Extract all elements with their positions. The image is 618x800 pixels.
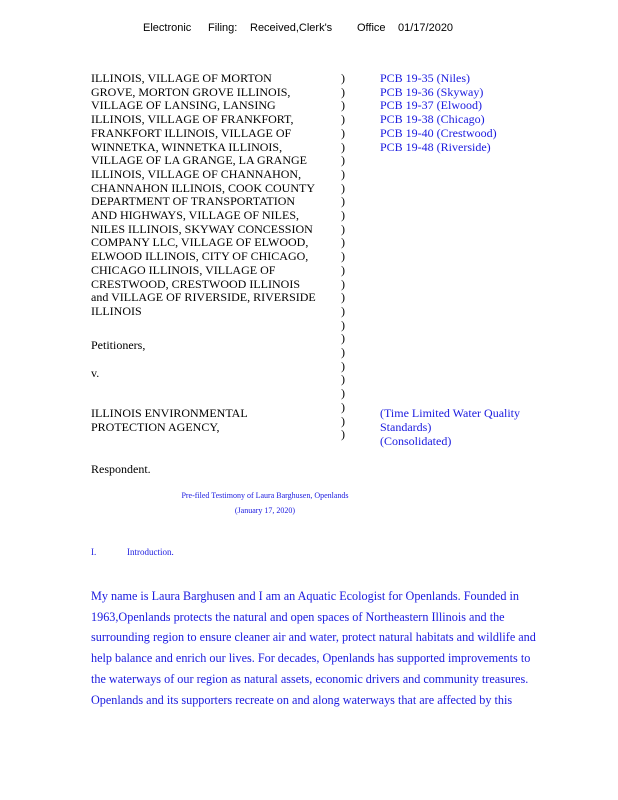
caption-line: VILLAGE OF LANSING, LANSING	[91, 98, 276, 113]
caption-line: CRESTWOOD, CRESTWOOD ILLINOIS	[91, 276, 300, 291]
divider-paren: )	[341, 399, 345, 414]
case-number: PCB 19-35 (Niles)	[380, 71, 470, 85]
paragraph-line: surrounding region to ensure cleaner air and water, protect natural habitats and wildlife and	[91, 630, 536, 645]
case-number: PCB 19-37 (Elwood)	[380, 98, 482, 113]
divider-paren: )	[341, 372, 345, 387]
divider-paren: )	[341, 290, 345, 305]
paragraph-line: 1963,Openlands protects the natural and open spaces of Northeastern Illinois and the	[91, 609, 505, 624]
testimony-date: (January 17, 2020)	[234, 506, 296, 515]
standards-line: (Time Limited Water Quality	[380, 406, 521, 420]
caption-line: WINNETKA, WINNETKA ILLINOIS,	[91, 139, 283, 154]
caption-divider	[341, 72, 345, 442]
divider-paren: )	[341, 235, 345, 250]
divider-paren: )	[341, 262, 345, 277]
respondent-line: ILLINOIS ENVIRONMENTAL	[91, 406, 248, 420]
header-received: Received,Clerk's	[250, 22, 333, 34]
divider-paren: )	[341, 303, 345, 318]
divider-paren: )	[341, 413, 345, 428]
paragraph-line: the waterways of our region as natural assets, economic drivers and community treasures.	[91, 671, 529, 686]
testimony-title: Pre-filed Testimony of Laura Barghusen, Openlands	[181, 491, 349, 500]
divider-paren: )	[341, 331, 345, 346]
case-number: PCB 19-38 (Chicago)	[380, 112, 485, 127]
case-number: PCB 19-40 (Crestwood)	[380, 125, 497, 140]
case-number: PCB 19-36 (Skyway)	[380, 84, 484, 99]
divider-paren: )	[341, 84, 345, 99]
caption-line: GROVE, MORTON GROVE ILLINOIS,	[91, 84, 291, 99]
divider-paren: )	[341, 276, 345, 291]
divider-paren: )	[341, 180, 345, 195]
divider-paren: )	[341, 249, 345, 264]
versus-label: v.	[91, 366, 100, 380]
header-filing: Filing:	[208, 22, 238, 34]
introduction-paragraph	[91, 586, 591, 710]
caption-line: CHICAGO ILLINOIS, VILLAGE OF	[91, 262, 276, 277]
case-number: PCB 19-48 (Riverside)	[380, 139, 491, 154]
divider-paren: )	[341, 153, 345, 168]
divider-paren: )	[341, 125, 345, 140]
caption-line: COMPANY LLC, VILLAGE OF ELWOOD,	[91, 235, 309, 250]
respondent-label: Respondent.	[91, 462, 151, 476]
divider-paren: )	[341, 345, 345, 360]
divider-paren: )	[341, 208, 345, 223]
caption-line: CHANNAHON ILLINOIS, COOK COUNTY	[91, 180, 315, 195]
standards-line: (Consolidated)	[380, 434, 452, 448]
standards-note	[380, 406, 520, 448]
divider-paren: )	[341, 166, 345, 181]
paragraph-line: Openlands and its supporters recreate on and along waterways that are affected by this	[91, 692, 513, 707]
caption-line: FRANKFORT ILLINOIS, VILLAGE OF	[91, 125, 292, 140]
case-numbers	[380, 72, 497, 154]
divider-paren: )	[341, 358, 345, 373]
section-number: I.	[91, 547, 97, 557]
caption-line: AND HIGHWAYS, VILLAGE OF NILES,	[91, 208, 299, 223]
petitioners-label: Petitioners,	[91, 338, 146, 352]
section-heading: Introduction.	[127, 547, 174, 557]
respondent-caption	[91, 406, 248, 434]
divider-paren: )	[341, 427, 345, 442]
divider-paren: )	[341, 71, 345, 85]
header-electronic: Electronic	[143, 22, 192, 34]
divider-paren: )	[341, 112, 345, 127]
caption-line: VILLAGE OF LA GRANGE, LA GRANGE	[91, 153, 307, 168]
divider-paren: )	[341, 139, 345, 154]
divider-paren: )	[341, 98, 345, 113]
divider-paren: )	[341, 221, 345, 236]
petitioners-caption	[91, 72, 331, 319]
divider-paren: )	[341, 386, 345, 401]
caption-line: DEPARTMENT OF TRANSPORTATION	[91, 194, 296, 209]
standards-line: Standards)	[380, 420, 432, 434]
caption-line: and VILLAGE OF RIVERSIDE, RIVERSIDE	[91, 290, 316, 305]
caption-line: ILLINOIS, VILLAGE OF CHANNAHON,	[91, 166, 302, 181]
paragraph-line: My name is Laura Barghusen and I am an Aquatic Ecologist for Openlands. Founded in	[91, 589, 519, 603]
caption-line: ELWOOD ILLINOIS, CITY OF CHICAGO,	[91, 249, 309, 264]
header-office: Office	[357, 22, 386, 34]
paragraph-line: help balance and enrich our lives. For decades, Openlands has supported improvements to	[91, 651, 531, 666]
caption-line: ILLINOIS	[91, 303, 142, 318]
caption-line: ILLINOIS, VILLAGE OF FRANKFORT,	[91, 112, 294, 127]
divider-paren: )	[341, 194, 345, 209]
header-date: 01/17/2020	[398, 22, 454, 34]
caption-line: NILES ILLINOIS, SKYWAY CONCESSION	[91, 221, 313, 236]
respondent-line: PROTECTION AGENCY,	[91, 420, 220, 434]
caption-line: ILLINOIS, VILLAGE OF MORTON	[91, 72, 272, 85]
divider-paren: )	[341, 317, 345, 332]
